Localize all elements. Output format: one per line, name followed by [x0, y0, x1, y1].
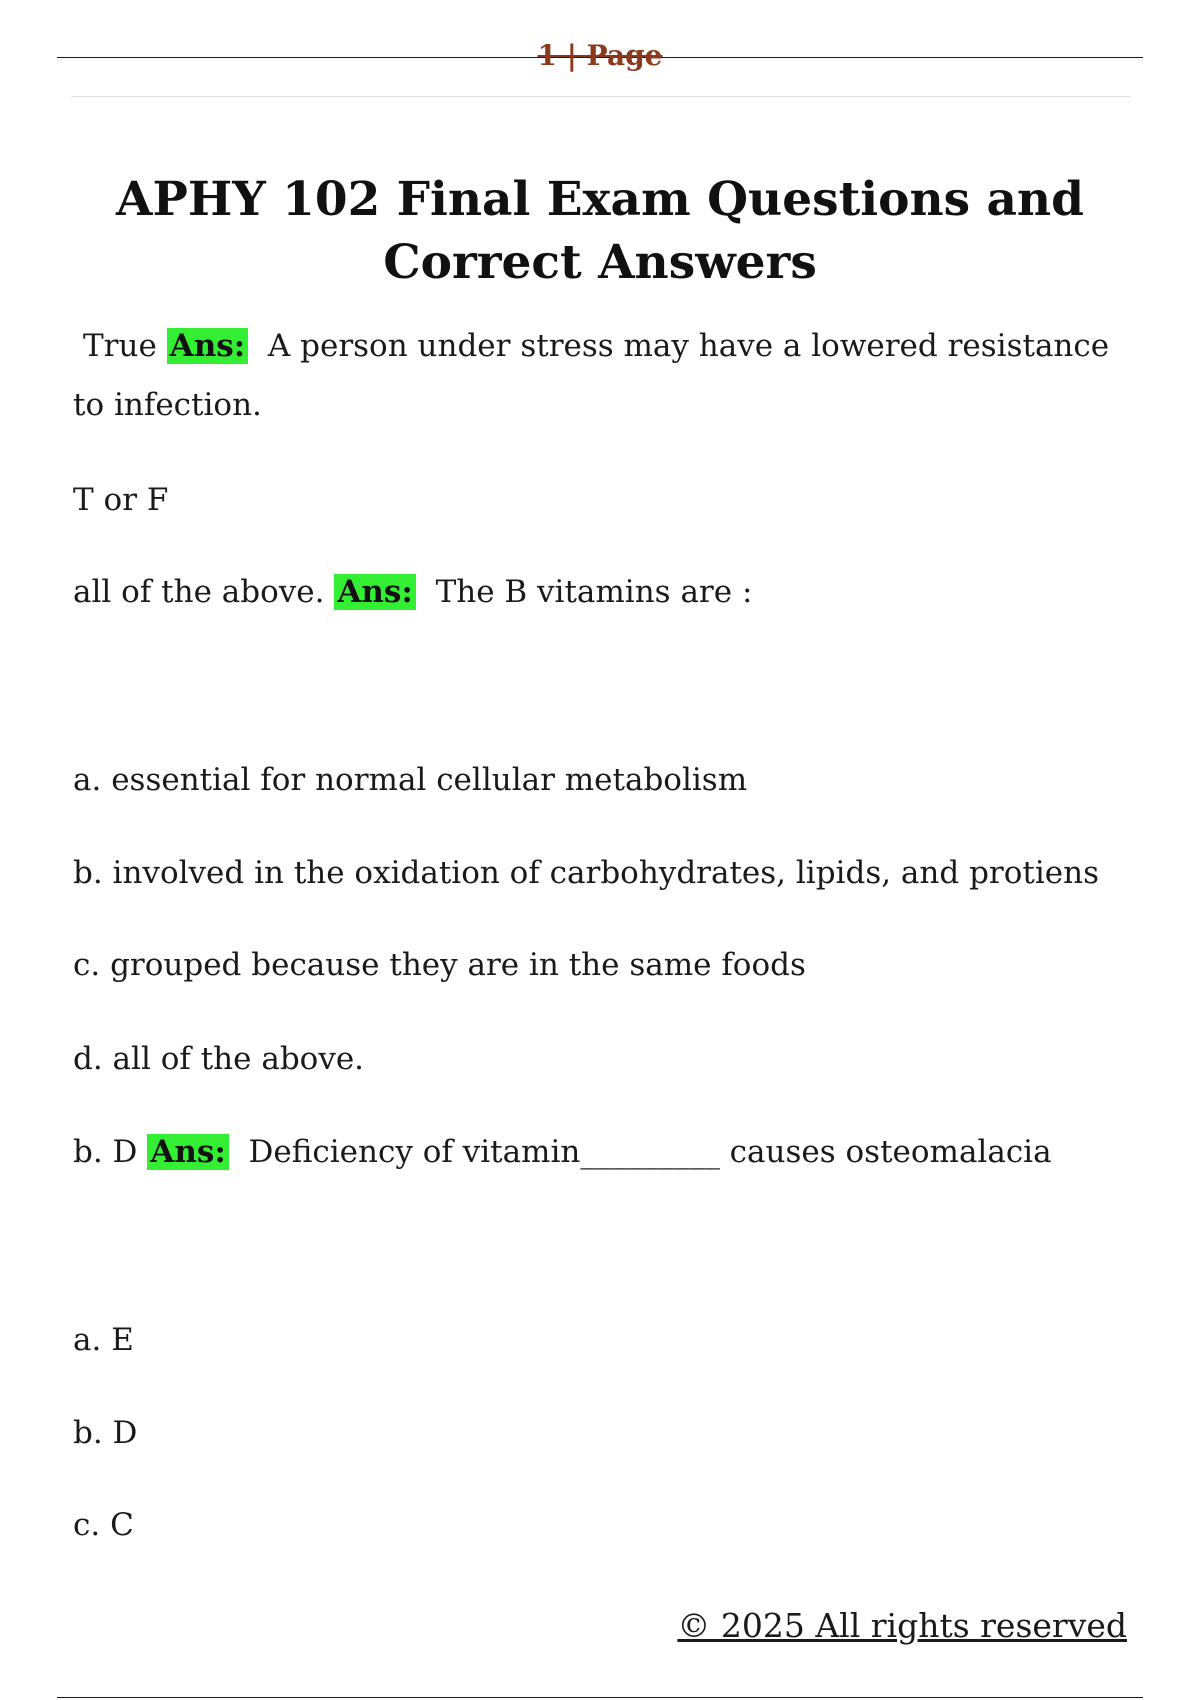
question-text: The B vitamins are :: [435, 574, 753, 610]
answer-text: all of the above.: [73, 574, 325, 610]
option-line: a. essential for normal cellular metabolism: [73, 762, 748, 798]
option-line: d. all of the above.: [73, 1041, 365, 1077]
page-number: 1 | Page: [537, 39, 663, 72]
ans-highlight: Ans:: [167, 328, 249, 364]
copyright-notice: © 2025 All rights reserved: [677, 1606, 1127, 1645]
answer-text: True: [83, 328, 157, 364]
qa-item-osteomalacia: [73, 1123, 1133, 1182]
ans-highlight: Ans:: [147, 1134, 229, 1170]
option-line: c. C: [73, 1507, 134, 1543]
footer-rule: [57, 1697, 1143, 1698]
qa-item-b-vitamins: [73, 563, 1133, 622]
qa-item-stress: [73, 317, 1133, 435]
document-title: APHY 102 Final Exam Questions and Correct Answers: [116, 172, 1084, 290]
question-text: A person under stress may have a lowered resistance to infection.: [73, 328, 1119, 423]
question-text: Deficiency of vitamin_________ causes osteomalacia: [248, 1134, 1052, 1170]
ans-highlight: Ans:: [334, 574, 416, 610]
option-line: b. involved in the oxidation of carbohydrates, lipids, and protiens: [73, 855, 1099, 891]
option-line: a. E: [73, 1322, 134, 1358]
answer-text: b. D: [73, 1134, 138, 1170]
option-line: c. grouped because they are in the same foods: [73, 947, 806, 983]
option-line: b. D: [73, 1415, 138, 1451]
question-line: T or F: [73, 482, 169, 518]
header-divider: [71, 96, 1131, 97]
